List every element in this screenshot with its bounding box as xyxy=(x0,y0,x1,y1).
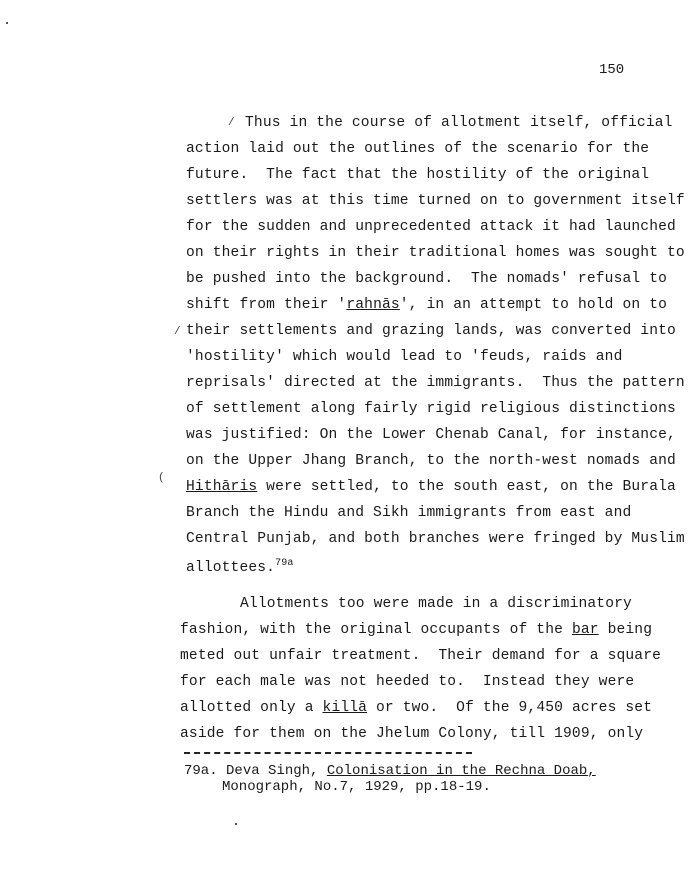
text-line xyxy=(180,622,652,638)
text-line: future. The fact that the hostility of the original xyxy=(186,167,650,183)
underlined-term: Hithāris xyxy=(186,479,258,495)
margin-tick-mark: / xyxy=(174,326,181,338)
text-segment: allotted only a xyxy=(180,700,323,716)
scan-speck xyxy=(6,22,8,24)
text-line: their settlements and grazing lands, was converted into xyxy=(186,323,676,339)
text-segment: being xyxy=(598,622,653,638)
text-segment: or two. Of the 9,450 acres set xyxy=(367,700,653,716)
text-line xyxy=(186,479,676,495)
text-segment: were settled, to the south east, on the Burala xyxy=(257,479,676,495)
text-line: 'hostility' which would lead to 'feuds, raids and xyxy=(186,349,623,365)
text-line: for the sudden and unprecedented attack it had launched xyxy=(186,219,676,235)
footnote-title: Colonisation in the Rechna Doab, xyxy=(326,763,596,779)
footnote-label: 79a. xyxy=(184,763,218,779)
page-number: 150 xyxy=(599,62,625,78)
text-segment: ', in an attempt to hold on to xyxy=(399,297,668,313)
underlined-term: rahnās xyxy=(346,297,400,313)
text-line xyxy=(180,700,652,716)
text-line: Central Punjab, and both branches were fringed by Muslim xyxy=(186,531,685,547)
footnote-divider xyxy=(184,752,472,754)
text-line: Allotments too were made in a discriminatory xyxy=(240,596,632,612)
text-line: Branch the Hindu and Sikh immigrants from east and xyxy=(186,505,632,521)
text-segment: fashion, with the original occupants of the xyxy=(180,622,572,638)
text-segment: shift from their ' xyxy=(186,297,347,313)
text-line: was justified: On the Lower Chenab Canal, for instance, xyxy=(186,427,676,443)
text-line: Thus in the course of allotment itself, official xyxy=(245,115,673,131)
text-line: on their rights in their traditional homes was sought to xyxy=(186,245,685,261)
text-line: reprisals' directed at the immigrants. Thus the pattern xyxy=(186,375,685,391)
text-line: meted out unfair treatment. Their demand for a square xyxy=(180,648,662,664)
margin-tick-mark: / xyxy=(228,117,235,129)
underlined-term: killā xyxy=(322,700,368,716)
footnote-line xyxy=(184,763,596,779)
underlined-term: bar xyxy=(571,622,599,638)
text-line: of settlement along fairly rigid religious distinctions xyxy=(186,401,676,417)
text-line: settlers was at this time turned on to government itself xyxy=(186,193,685,209)
footnote-line: Monograph, No.7, 1929, pp.18-19. xyxy=(222,779,491,795)
text-line: for each male was not heeded to. Instead they were xyxy=(180,674,635,690)
text-line: be pushed into the background. The nomads' refusal to xyxy=(186,271,668,287)
text-line: on the Upper Jhang Branch, to the north-west nomads and xyxy=(186,453,676,469)
text-line xyxy=(186,558,294,576)
footnote-author: Deva Singh, xyxy=(226,763,319,779)
text-line: action laid out the outlines of the scenario for the xyxy=(186,141,650,157)
scan-speck xyxy=(235,823,237,825)
text-line: aside for them on the Jhelum Colony, till 1909, only xyxy=(180,726,644,742)
footnote-reference: 79a xyxy=(275,558,294,569)
text-line xyxy=(186,297,667,313)
text-segment: allottees. xyxy=(186,559,276,576)
margin-bracket-mark: ( xyxy=(158,472,165,484)
